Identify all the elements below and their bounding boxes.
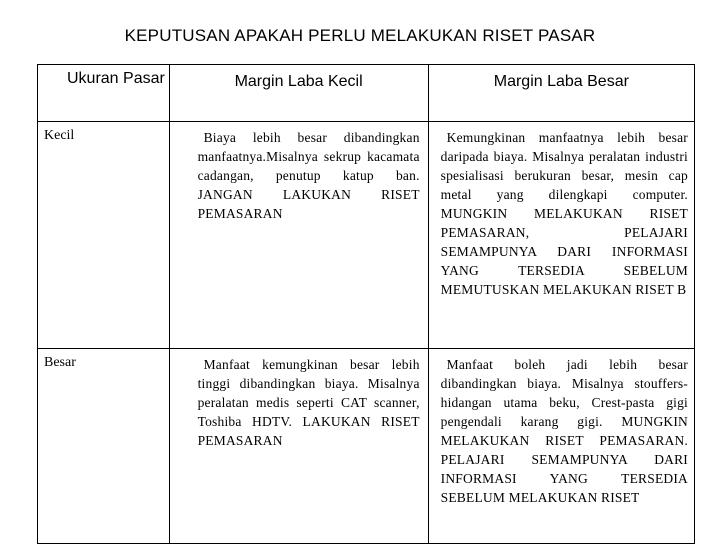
decision-table [37, 64, 695, 544]
row-label-small-market: Kecil [38, 122, 170, 349]
header-small-margin: Margin Laba Kecil [169, 65, 428, 122]
header-large-margin: Margin Laba Besar [428, 65, 694, 122]
row-label-large-market: Besar [38, 349, 170, 544]
cell-text: Manfaat boleh jadi lebih besar dibandingkan biaya. Misalnya stouffers-hidangan utama beku, Crest-pasta gigi pengendali karang gigi. MUNGKIN MELAKUKAN RISET PEMASARAN. PELAJARI SEMAMPUNYA DARI INFORMASI YANG TERSEDIA SEBELUM MELAKUKAN RISET [440, 357, 688, 505]
header-market-size: Ukuran Pasar [38, 65, 170, 122]
cell-large-market-small-margin [169, 349, 428, 544]
cell-text: Manfaat kemungkinan besar lebih tinggi dibandingkan biaya. Misalnya peralatan medis seperti CAT scanner, Toshiba HDTV. LAKUKAN RISET PEMASARAN [197, 357, 420, 448]
page-title: KEPUTUSAN APAKAH PERLU MELAKUKAN RISET PASAR [124, 26, 596, 45]
table-row [38, 349, 695, 544]
cell-text: Kemungkinan manfaatnya lebih besar daripada biaya. Misalnya peralatan industri spesialisasi berukuran besar, mesin cap metal yang dilengkapi computer. MUNGKIN MELAKUKAN RISET PEMASARAN, PELAJARI SEMAMPUNYA DARI INFORMASI YANG TERSEDIA SEBELUM MEMUTUSKAN MELAKUKAN RISET B [440, 130, 688, 297]
table-row [38, 122, 695, 349]
cell-small-market-small-margin [169, 122, 428, 349]
cell-text: Biaya lebih besar dibandingkan manfaatnya.Misalnya sekrup kacamata cadangan, penutup katup ban. JANGAN LAKUKAN RISET PEMASARAN [197, 130, 420, 221]
cell-large-market-large-margin [428, 349, 694, 544]
cell-small-market-large-margin [428, 122, 694, 349]
table-header-row [38, 65, 695, 122]
